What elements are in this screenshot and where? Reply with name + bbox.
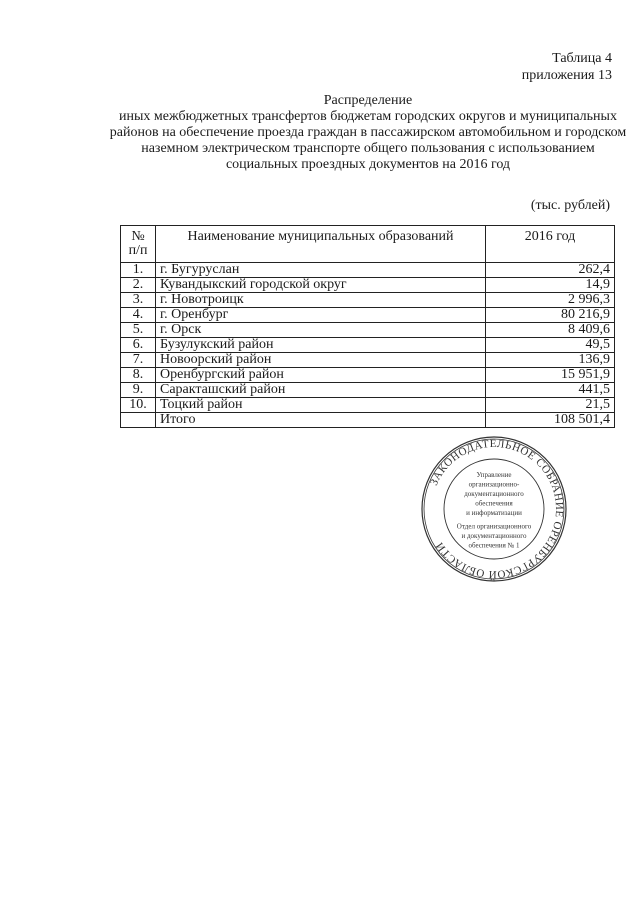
header-name: Наименование муниципальных образований (156, 226, 486, 263)
row-number: 10. (121, 398, 156, 413)
row-name: Тоцкий район (156, 398, 486, 413)
row-name: Бузулукский район (156, 338, 486, 353)
table-row (121, 323, 615, 338)
row-number: 3. (121, 293, 156, 308)
distribution-table (120, 225, 615, 428)
total-row (121, 413, 615, 428)
total-label: Итого (156, 413, 486, 428)
row-value: 8 409,6 (486, 323, 615, 338)
stamp-line: документационного (464, 490, 524, 498)
stamp-line: Отдел организационного (456, 522, 532, 531)
stamp-line: и информатизации (466, 509, 522, 517)
stamp-line: и документационного (461, 532, 527, 540)
row-value: 14,9 (486, 278, 615, 293)
row-name: Новоорский район (156, 353, 486, 368)
header-num (121, 226, 156, 263)
row-name: Кувандыкский городской округ (156, 278, 486, 293)
row-name: Оренбургский район (156, 368, 486, 383)
row-name: г. Орск (156, 323, 486, 338)
row-value: 49,5 (486, 338, 615, 353)
row-name: г. Новотроицк (156, 293, 486, 308)
table-row (121, 293, 615, 308)
row-value: 80 216,9 (486, 308, 615, 323)
table-number: Таблица 4 (552, 51, 612, 66)
row-value: 2 996,3 (486, 293, 615, 308)
table-row (121, 398, 615, 413)
table-row (121, 263, 615, 278)
row-value: 441,5 (486, 383, 615, 398)
row-value: 262,4 (486, 263, 615, 278)
row-name: г. Оренбург (156, 308, 486, 323)
table-header-row (121, 226, 615, 263)
official-stamp (420, 435, 568, 583)
row-name: Саракташский район (156, 383, 486, 398)
table-row (121, 338, 615, 353)
total-value: 108 501,4 (486, 413, 615, 428)
row-number: 1. (121, 263, 156, 278)
row-name: г. Бугуруслан (156, 263, 486, 278)
header-num-sign: № (131, 229, 145, 244)
row-number: 5. (121, 323, 156, 338)
appendix-number: приложения 13 (521, 68, 612, 83)
row-number: 6. (121, 338, 156, 353)
row-number: 2. (121, 278, 156, 293)
units-note: (тыс. рублей) (530, 198, 610, 213)
row-number: 9. (121, 383, 156, 398)
row-number: 7. (121, 353, 156, 368)
table-body (121, 263, 615, 428)
total-num (121, 413, 156, 428)
stamp-line: организационно- (468, 480, 520, 489)
document-heading (108, 93, 628, 173)
stamp-line: обеспечения (475, 499, 513, 508)
row-value: 136,9 (486, 353, 615, 368)
table-row (121, 383, 615, 398)
header-year: 2016 год (486, 226, 615, 263)
stamp-line: Управление (476, 471, 512, 479)
stamp-line: обеспечения № 1 (468, 541, 520, 550)
header-num-pp: п/п (128, 243, 148, 258)
table-row (121, 368, 615, 383)
table-row (121, 278, 615, 293)
heading-description: иных межбюджетных трансфертов бюджетам городских округов и муниципальных районов на обеспечение проезда граждан в пассажирском автомобильном и городском наземном электрическом транспорте общего пользования с использованием социальных проездных документов на 2016 год (109, 109, 627, 172)
row-number: 8. (121, 368, 156, 383)
table-reference (522, 50, 612, 84)
heading-title: Распределение (323, 93, 413, 108)
stamp-ring-text: ЗАКОНОДАТЕЛЬНОЕ СОБРАНИЕ ОРЕНБУРГСКОЙ ОБЛАСТИ (428, 437, 566, 581)
table-row (121, 308, 615, 323)
stamp-inner-text (457, 471, 532, 550)
table-row (121, 353, 615, 368)
row-number: 4. (121, 308, 156, 323)
row-value: 21,5 (486, 398, 615, 413)
row-value: 15 951,9 (486, 368, 615, 383)
